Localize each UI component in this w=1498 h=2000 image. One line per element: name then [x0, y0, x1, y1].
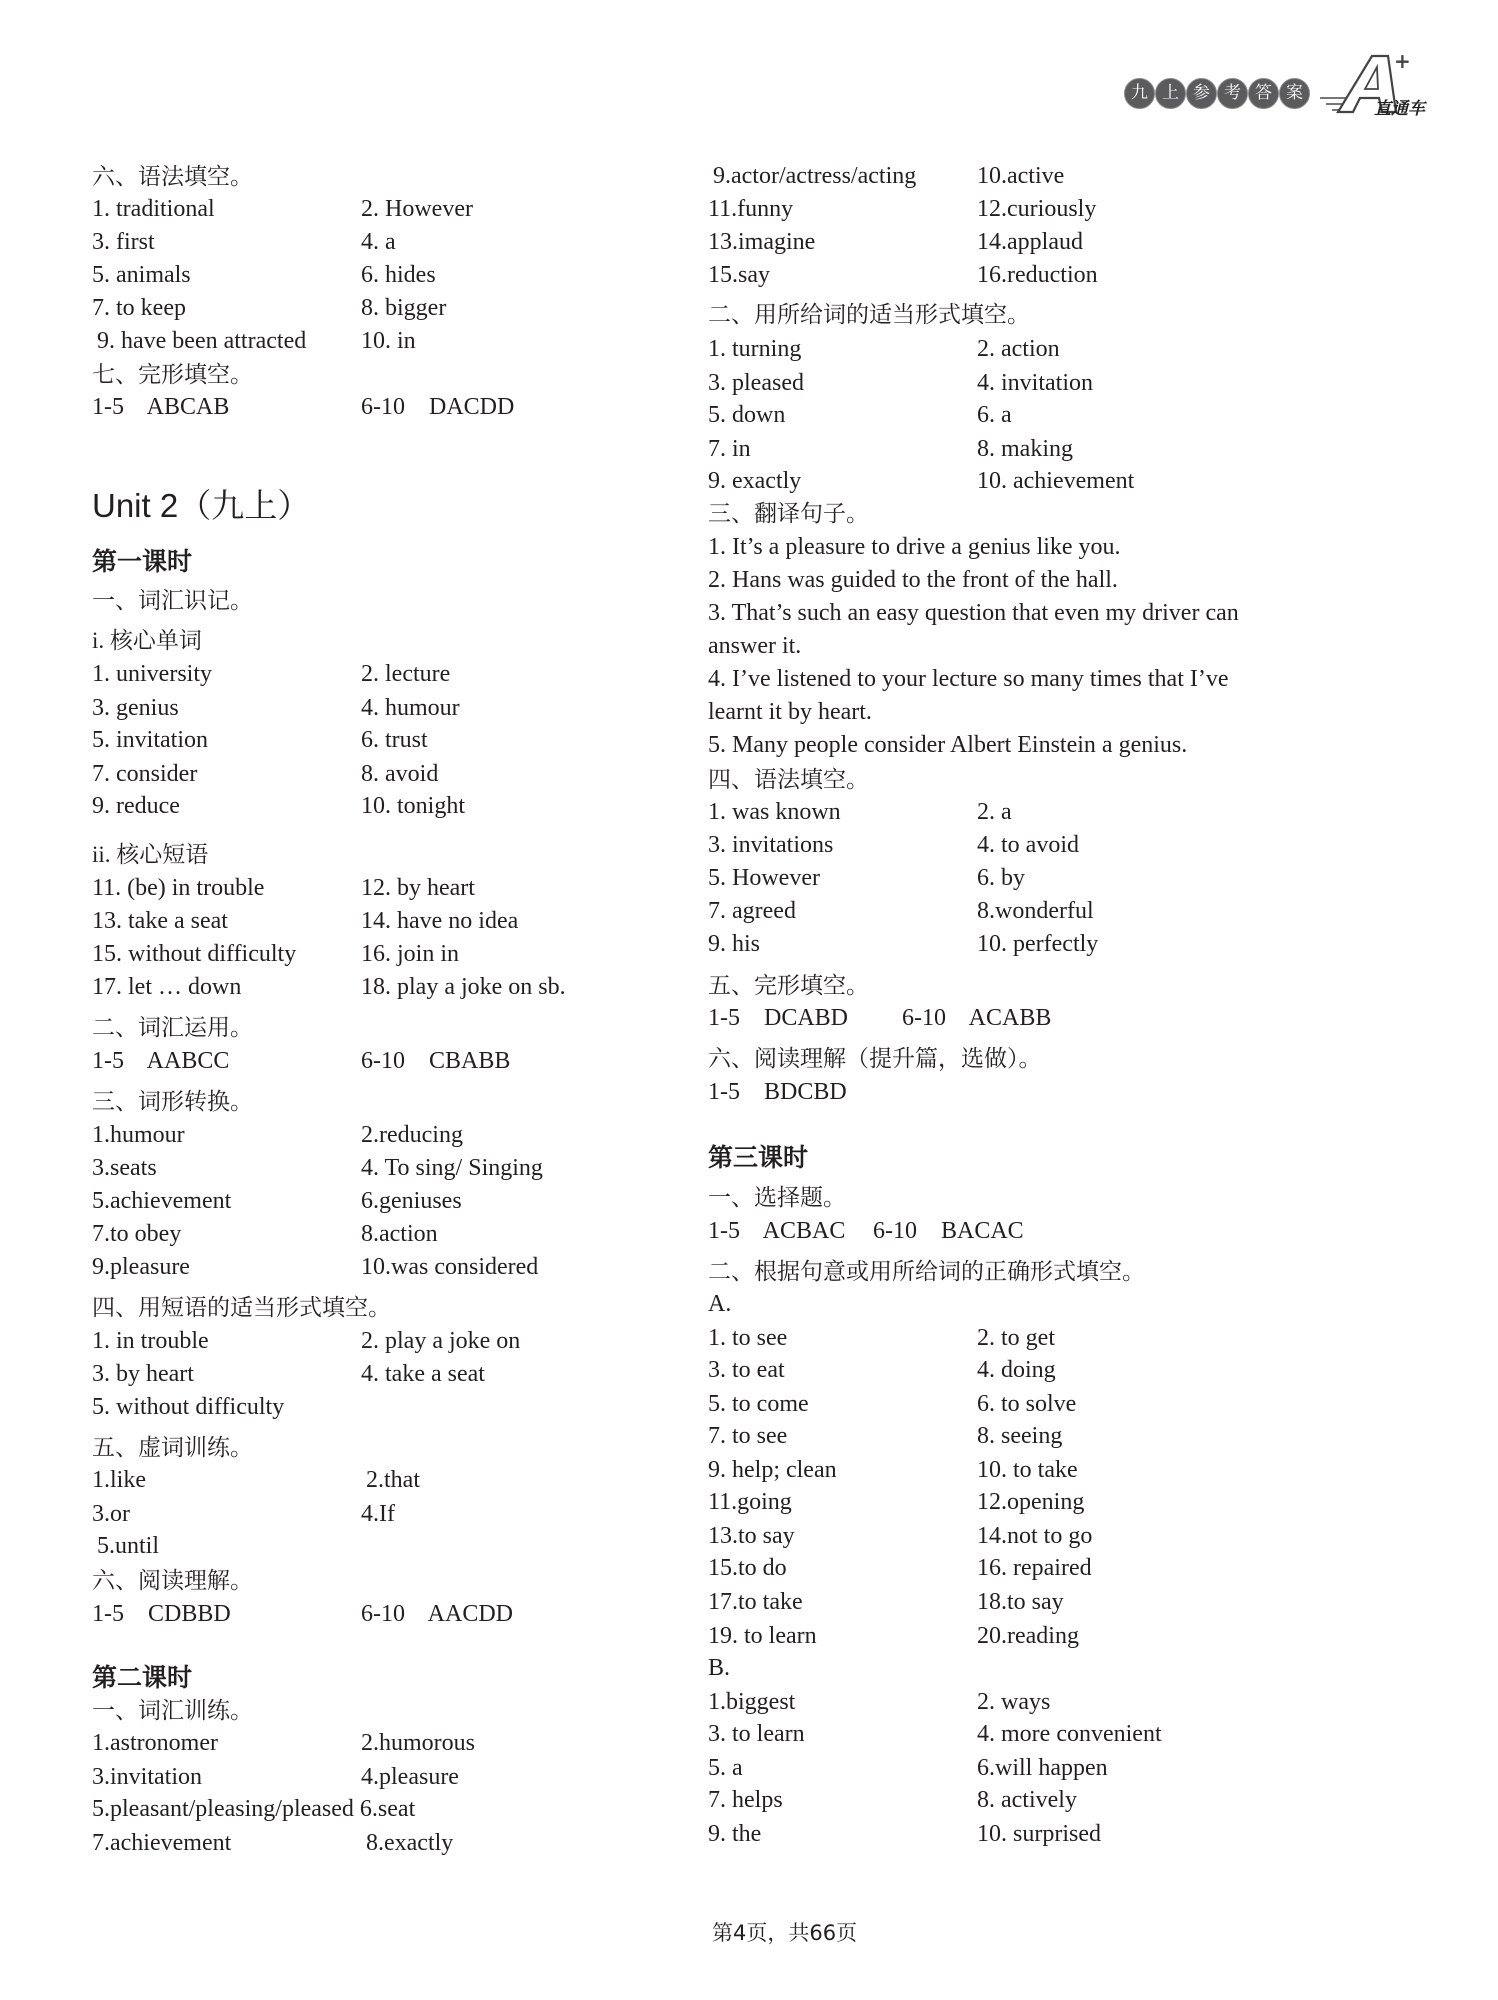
header-badge [1124, 78, 1310, 109]
answer-row [708, 796, 1012, 829]
section-heading: 六、阅读理解。 [92, 1568, 253, 1593]
answer-item: 9. his [708, 931, 761, 957]
answer-item: 5. animals [92, 262, 191, 288]
answer-row [708, 193, 1097, 226]
answer-item: 9. have been attracted [97, 328, 307, 354]
section-heading: 二、根据句意或用所给词的正确形式填空。 [708, 1259, 1145, 1284]
answer-item: 12.curiously [977, 196, 1097, 222]
translation-answers [708, 531, 1268, 762]
answer-item: 7. helps [708, 1787, 783, 1813]
answer-row [708, 367, 1093, 400]
answer-item: 9.actor/actress/acting [713, 163, 917, 189]
answer-item: 1.biggest [708, 1689, 796, 1715]
answer-item: 8. making [977, 436, 1073, 462]
answer-row [92, 1827, 454, 1860]
badge-char: 答 [1248, 78, 1279, 109]
badge-char: 参 [1186, 78, 1217, 109]
answer-item: 8. bigger [361, 295, 447, 321]
logo-plus: + [1394, 49, 1411, 73]
answer-item: 8. actively [977, 1787, 1077, 1813]
answer-row [92, 1464, 420, 1497]
answer-item: 12.opening [977, 1489, 1085, 1515]
answer-row [708, 1586, 1064, 1619]
answer-item: 4. invitation [977, 370, 1093, 396]
answer-item: 11. (be) in trouble [92, 875, 265, 901]
answer-item: 10.was considered [361, 1254, 539, 1280]
answer-item: 2. to get [977, 1325, 1055, 1351]
answer-row [708, 1784, 1077, 1817]
answer-item: 4. to avoid [977, 832, 1079, 858]
subsection-label: A. [708, 1291, 732, 1317]
answer-item: 10. tonight [361, 793, 466, 819]
answer-row [92, 1498, 395, 1531]
answer-item: 3. to eat [708, 1357, 785, 1383]
section-heading: 二、词汇运用。 [92, 1015, 253, 1040]
answer-row [708, 829, 1079, 862]
answer-item: 3.or [92, 1501, 130, 1527]
answer-item: 1. turning [708, 336, 802, 362]
answer-row [708, 259, 1098, 292]
answer-item: 2.that [366, 1467, 420, 1493]
answer-item: 5. down [708, 402, 786, 428]
answer-row [92, 692, 460, 725]
answer-item: 19. to learn [708, 1623, 817, 1649]
answer-row [708, 1552, 1092, 1585]
answer-row [708, 465, 1135, 498]
answer-item: 14.not to go [977, 1523, 1093, 1549]
answer-item: 6-10 CBABB [361, 1048, 511, 1074]
answer-row [92, 938, 460, 971]
answer-row [92, 905, 519, 938]
answer-row [708, 1322, 1055, 1355]
answer-item: 4. take a seat [361, 1361, 485, 1387]
section-heading: 一、词汇识记。 [92, 588, 253, 613]
answer-item: 3. invitations [708, 832, 834, 858]
answer-item: 3.seats [92, 1155, 157, 1181]
answer-item: 8.wonderful [977, 898, 1094, 924]
answer-item: 5. However [708, 865, 820, 891]
answer-item: 1.humour [92, 1122, 185, 1148]
answer-item: 6.seat [359, 1796, 416, 1822]
answer-row [92, 724, 428, 757]
answer-item: 6. to solve [977, 1391, 1077, 1417]
answer-item: 2. ways [977, 1689, 1051, 1715]
answer-row [92, 1185, 462, 1218]
section-heading: 一、词汇训练。 [92, 1698, 253, 1723]
answer-item: 6-10 ACABB [902, 1005, 1052, 1031]
answer-item: 6. a [977, 402, 1012, 428]
answer-row [708, 928, 1099, 961]
answer-row [708, 1420, 1063, 1453]
answer-item: 10. surprised [977, 1821, 1101, 1847]
answer-row [708, 1486, 1085, 1519]
answer-row [92, 1530, 159, 1563]
answer-item: 7.achievement [92, 1830, 232, 1856]
answer-item: 15.say [708, 262, 770, 288]
answer-item: 4. doing [977, 1357, 1056, 1383]
answer-item: 4.pleasure [361, 1764, 459, 1790]
answer-item: 15. without difficulty [92, 941, 297, 967]
answer-item: 6-10 DACDD [361, 394, 515, 420]
answer-item: 3. genius [92, 695, 179, 721]
answer-item: 10. achievement [977, 468, 1135, 494]
answer-item: 11.going [708, 1489, 792, 1515]
badge-char: 案 [1279, 78, 1310, 109]
answer-row [708, 1686, 1051, 1719]
logo-mark: A [1316, 48, 1317, 49]
answer-row [708, 1354, 1056, 1387]
answer-item: 8.exactly [366, 1830, 454, 1856]
badge-char: 九 [1124, 78, 1155, 109]
answer-item: 2.humorous [361, 1730, 475, 1756]
subsection-label: i. 核心单词 [92, 628, 202, 653]
answer-row [708, 1388, 1077, 1421]
answer-item: 5. without difficulty [92, 1394, 285, 1420]
answer-row [92, 1391, 284, 1424]
section-heading: 三、翻译句子。 [708, 501, 869, 526]
answer-item: 7. to see [708, 1423, 788, 1449]
answer-item: 4. more convenient [977, 1721, 1162, 1747]
answer-row [708, 1454, 1078, 1487]
answer-item: 16. repaired [977, 1555, 1092, 1581]
section-heading: 三、词形转换。 [92, 1089, 253, 1114]
answer-item: 4.If [361, 1501, 395, 1527]
answer-item: 4. a [361, 229, 396, 255]
answer-item: 18. play a joke on sb. [361, 974, 566, 1000]
answer-item: 6. trust [361, 727, 428, 753]
answer-row [92, 1761, 459, 1794]
answer-item: 1. in trouble [92, 1328, 209, 1354]
answer-row [708, 1215, 1024, 1248]
answer-item: 1.astronomer [92, 1730, 218, 1756]
answer-item: 2. a [977, 799, 1012, 825]
answer-row [92, 193, 473, 226]
answer-item: 4. To sing/ Singing [361, 1155, 543, 1181]
answer-item: 13.to say [708, 1523, 795, 1549]
answer-row [708, 895, 1094, 928]
answer-item: 7.to obey [92, 1221, 182, 1247]
answer-row [708, 433, 1073, 466]
answer-row [92, 391, 515, 424]
answer-item: 2. lecture [361, 661, 451, 687]
answer-item: 7. in [708, 436, 751, 462]
answer-item: 3. to learn [708, 1721, 805, 1747]
subsection-label: ii. 核心短语 [92, 842, 209, 867]
answer-item: 2. However [361, 196, 473, 222]
answer-item: 18.to say [977, 1589, 1064, 1615]
answer-item: 5. a [708, 1755, 743, 1781]
answer-item: 14. have no idea [361, 908, 519, 934]
answer-item: 2. action [977, 336, 1060, 362]
answer-item: 1-5 ACBAC [708, 1218, 846, 1244]
answer-row [92, 292, 447, 325]
answer-item: 3. pleased [708, 370, 804, 396]
answer-item: 3. first [92, 229, 155, 255]
answer-item: 5. invitation [92, 727, 208, 753]
answer-item: 9. reduce [92, 793, 180, 819]
answer-row [92, 790, 466, 823]
section-heading: 五、虚词训练。 [92, 1435, 253, 1460]
answer-row [92, 1325, 521, 1358]
lesson-title: 第三课时 [708, 1143, 809, 1172]
answer-row [92, 259, 436, 292]
translation-sentence: 1. It’s a pleasure to drive a genius like you. [708, 534, 1121, 560]
answer-item: 2. play a joke on [361, 1328, 521, 1354]
section-heading: 六、语法填空。 [92, 164, 253, 189]
answer-row [708, 1818, 1101, 1851]
answer-row [92, 758, 439, 791]
answer-item: 6-10 AACDD [361, 1601, 514, 1627]
answer-item: 4. humour [361, 695, 460, 721]
answer-row [708, 160, 1065, 193]
section-heading: 七、完形填空。 [92, 362, 253, 387]
answer-row [92, 1358, 485, 1391]
answer-row [708, 1520, 1093, 1553]
answer-item: 10. in [361, 328, 416, 354]
answer-item: 12. by heart [361, 875, 475, 901]
section-heading: 四、语法填空。 [708, 767, 869, 792]
answer-item: 7. consider [92, 761, 198, 787]
answer-item: 13.imagine [708, 229, 816, 255]
brand-logo-icon [1316, 48, 1440, 124]
answer-item: 5. to come [708, 1391, 809, 1417]
answer-row [92, 1727, 475, 1760]
answer-item: 15.to do [708, 1555, 787, 1581]
answer-item: 3.invitation [92, 1764, 202, 1790]
answer-item: 1. was known [708, 799, 841, 825]
answer-row [708, 1752, 1108, 1785]
answer-row [708, 862, 1025, 895]
section-heading: 四、用短语的适当形式填空。 [92, 1295, 391, 1320]
logo-text: 直通车 [1374, 99, 1425, 119]
answer-item: 10. to take [977, 1457, 1078, 1483]
unit-title: Unit 2（九上） [92, 487, 311, 524]
answer-item: 11.funny [708, 196, 794, 222]
answer-item: 1. traditional [92, 196, 215, 222]
answer-item: 16. join in [361, 941, 460, 967]
answer-row [92, 226, 396, 259]
answer-item: 6-10 BACAC [873, 1218, 1024, 1244]
answer-row [92, 1152, 543, 1185]
answer-item: 1-5 ABCAB [92, 394, 230, 420]
answer-item: 8. seeing [977, 1423, 1063, 1449]
answer-row [708, 1620, 1079, 1653]
answer-item: 1-5 AABCC [92, 1048, 230, 1074]
section-heading: 五、完形填空。 [708, 973, 869, 998]
section-heading: 一、选择题。 [708, 1185, 846, 1210]
answer-item: 17.to take [708, 1589, 803, 1615]
answer-item: 1. university [92, 661, 212, 687]
answer-row [92, 325, 416, 358]
answer-row [708, 333, 1060, 366]
lesson-title: 第一课时 [92, 547, 193, 576]
answer-row [92, 658, 451, 691]
badge-char: 上 [1155, 78, 1186, 109]
answer-item: 1. to see [708, 1325, 788, 1351]
answer-item: 7. agreed [708, 898, 796, 924]
answer-row [708, 1002, 1052, 1035]
badge-char: 考 [1217, 78, 1248, 109]
answer-item: 6. hides [361, 262, 436, 288]
answer-item: 1.like [92, 1467, 146, 1493]
translation-sentence: 5. Many people consider Albert Einstein a genius. [708, 732, 1188, 758]
section-heading: 六、阅读理解（提升篇，选做）。 [708, 1046, 1042, 1071]
answer-item: 9.pleasure [92, 1254, 190, 1280]
answer-row [92, 1119, 463, 1152]
answer-item: 1-5 BDCBD [708, 1079, 847, 1105]
answer-item: 10. perfectly [977, 931, 1099, 957]
answer-row [708, 399, 1012, 432]
answer-item: 1-5 DCABD [708, 1005, 849, 1031]
answer-row [92, 1598, 514, 1631]
lesson-title: 第二课时 [92, 1663, 193, 1692]
answer-item: 5.pleasant/pleasing/pleased [92, 1796, 354, 1822]
answer-item: 9. exactly [708, 468, 802, 494]
answer-item: 6. by [977, 865, 1025, 891]
answer-item: 3. by heart [92, 1361, 194, 1387]
translation-sentence: 3. That’s such an easy question that even my driver can answer it. [708, 600, 1239, 659]
answer-row [92, 872, 475, 905]
translation-sentence: 4. I’ve listened to your lecture so many times that I’ve learnt it by heart. [708, 666, 1229, 725]
answer-item: 20.reading [977, 1623, 1079, 1649]
translation-sentence: 2. Hans was guided to the front of the hall. [708, 567, 1118, 593]
answer-item: 10.active [977, 163, 1065, 189]
answer-item: 7. to keep [92, 295, 186, 321]
answer-item: 9. the [708, 1821, 762, 1847]
page-number: 第4页，共66页 [712, 1921, 858, 1945]
answer-item: 5.until [97, 1533, 160, 1559]
answer-item: 14.applaud [977, 229, 1083, 255]
answer-item: 8. avoid [361, 761, 439, 787]
answer-row [708, 226, 1083, 259]
answer-item: 13. take a seat [92, 908, 228, 934]
answer-row [92, 1793, 415, 1826]
answer-row [92, 971, 566, 1004]
answer-row [92, 1251, 539, 1284]
answer-item: 6.geniuses [361, 1188, 462, 1214]
answer-row [92, 1218, 438, 1251]
answer-item: 5.achievement [92, 1188, 232, 1214]
answer-item: 6.will happen [977, 1755, 1108, 1781]
answer-item: 17. let … down [92, 974, 242, 1000]
answer-item: 2.reducing [361, 1122, 463, 1148]
subsection-label: B. [708, 1655, 731, 1681]
answer-row [92, 1045, 511, 1078]
answer-item: 8.action [361, 1221, 438, 1247]
answer-item: 9. help; clean [708, 1457, 837, 1483]
answer-row [708, 1076, 847, 1109]
answer-item: 1-5 CDBBD [92, 1601, 231, 1627]
answer-item: 16.reduction [977, 262, 1098, 288]
answer-row [708, 1718, 1162, 1751]
section-heading: 二、用所给词的适当形式填空。 [708, 302, 1030, 327]
